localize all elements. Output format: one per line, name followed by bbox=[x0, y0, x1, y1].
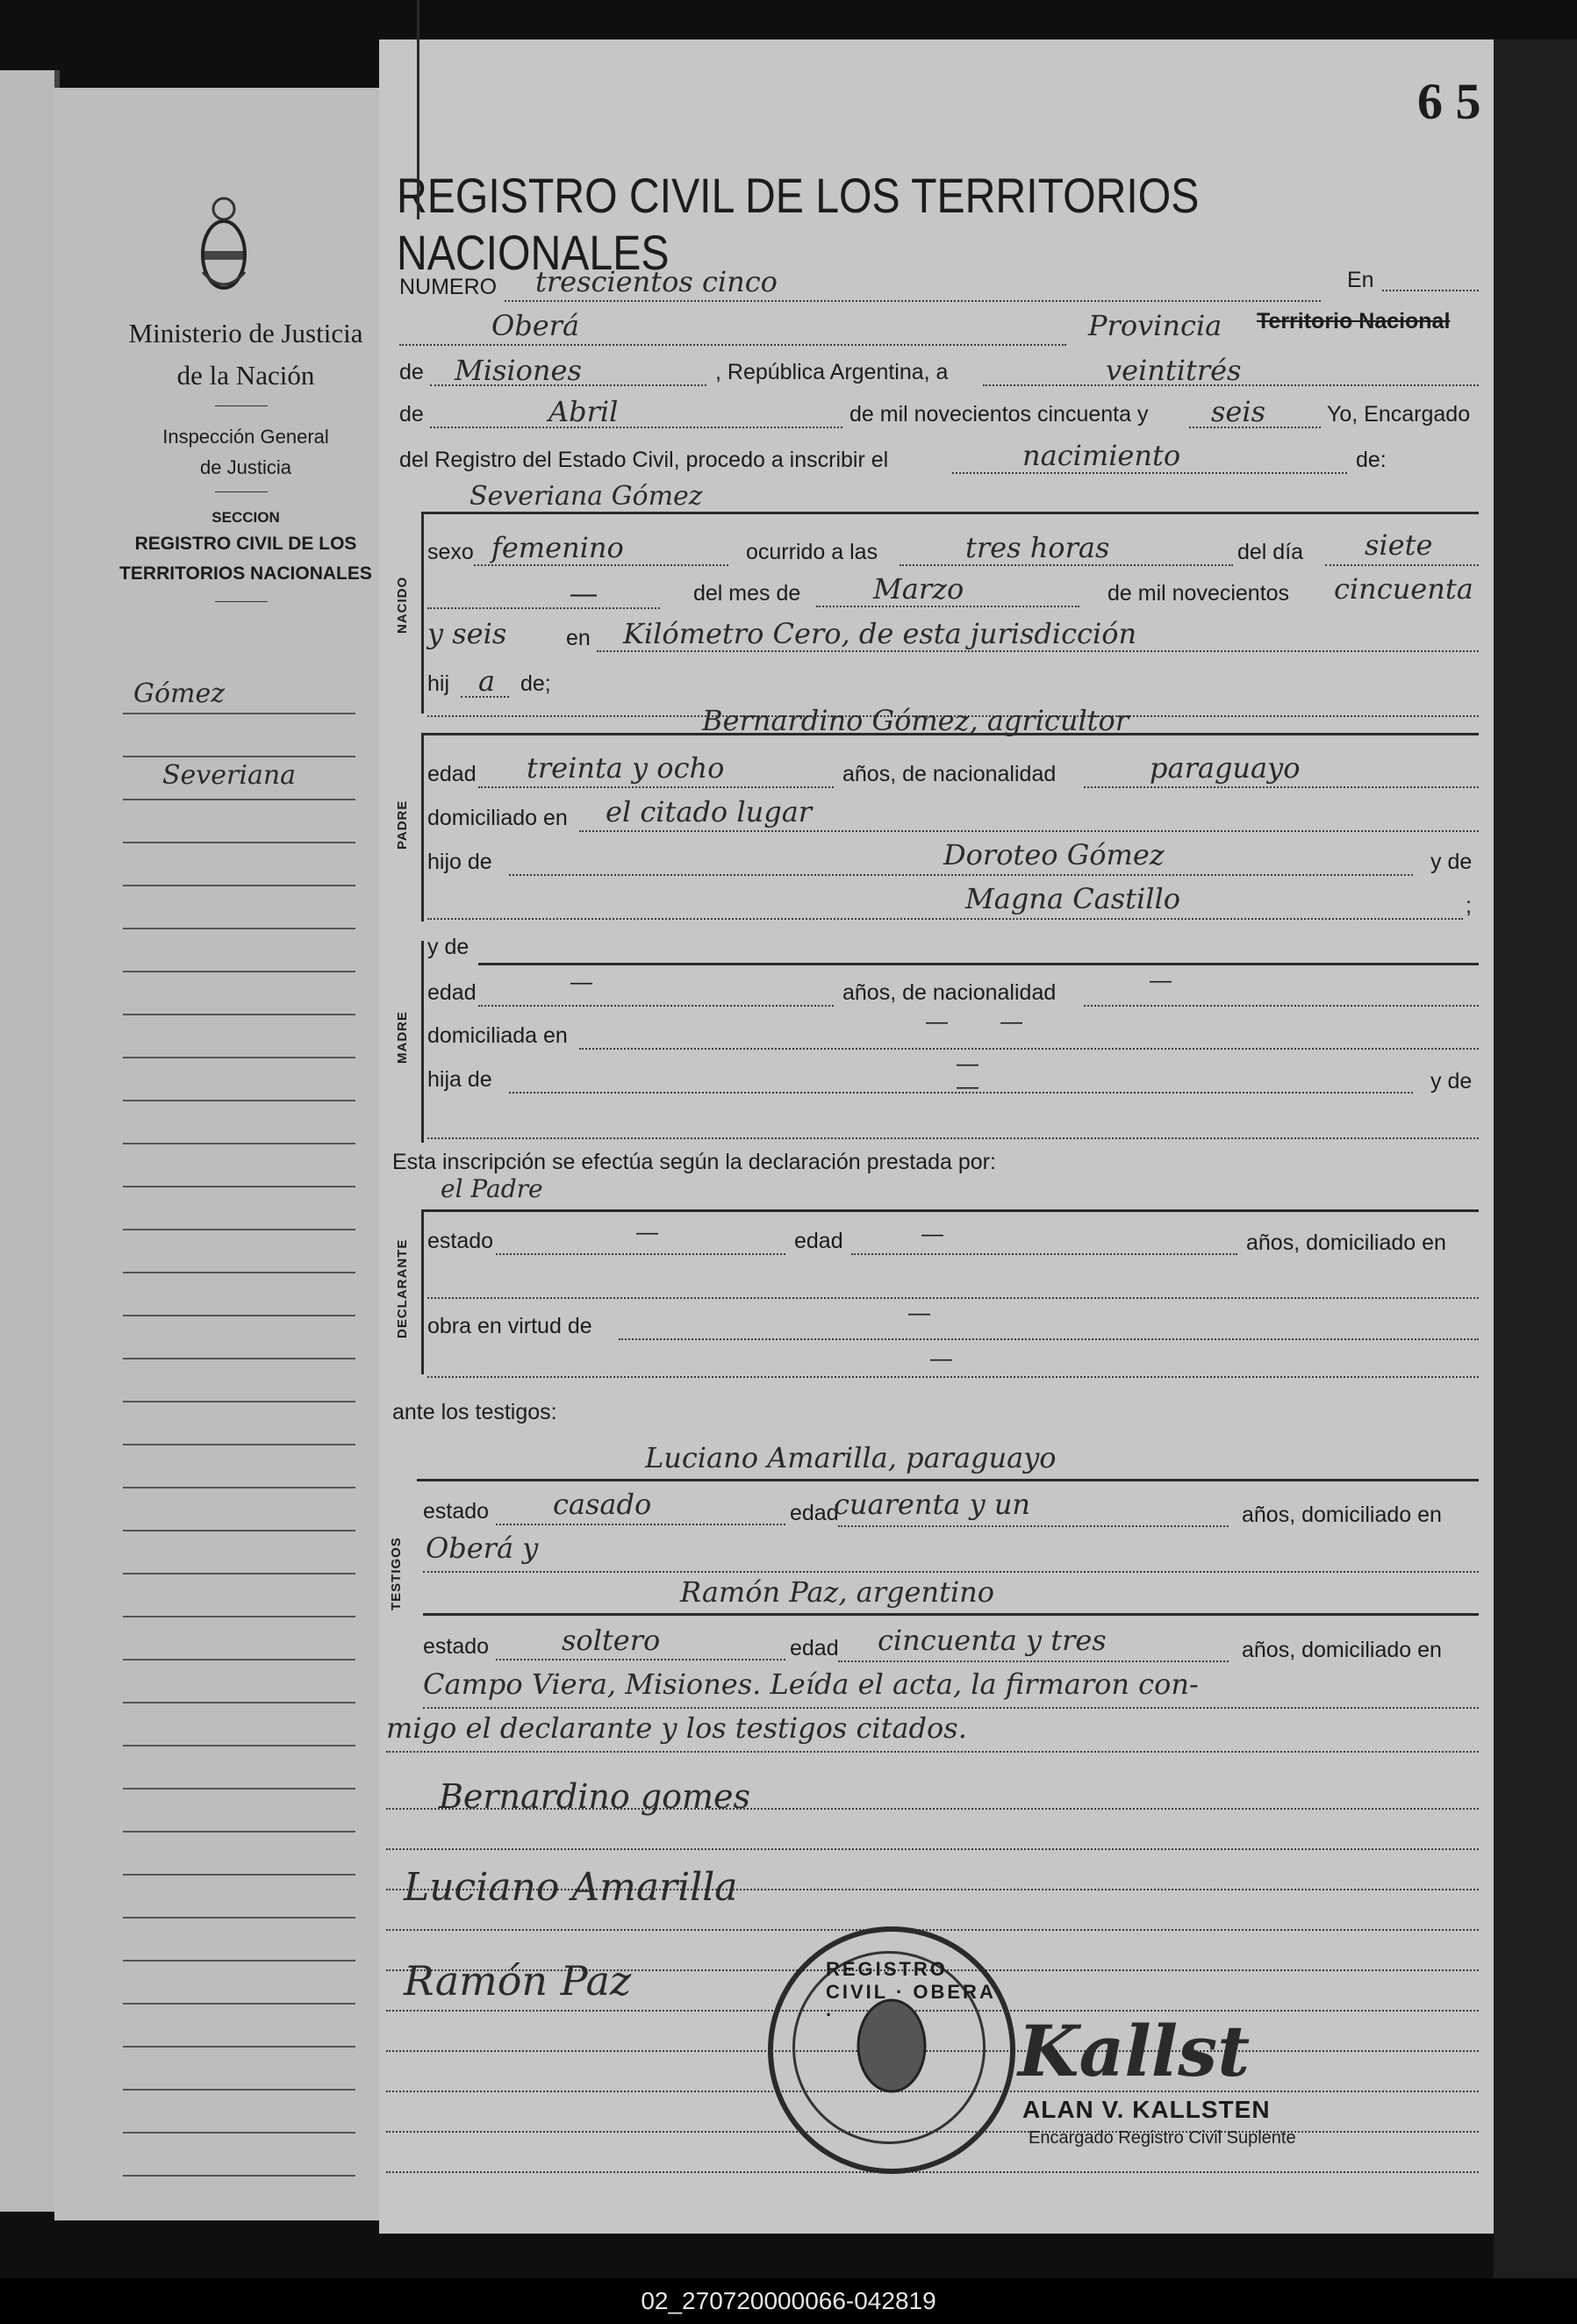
dotted-line bbox=[478, 786, 834, 788]
domicilio-label: domiciliado en bbox=[427, 806, 568, 830]
declarante-intro: Esta inscripción se efectúa según la declaración prestada por: bbox=[392, 1150, 996, 1174]
dash: — bbox=[570, 970, 592, 994]
dotted-line bbox=[1325, 564, 1479, 566]
hij-label: hij bbox=[427, 671, 450, 696]
stub-ruled-line bbox=[123, 1358, 355, 1359]
stub-ruled-line bbox=[123, 1530, 355, 1531]
section-line1: REGISTRO CIVIL DE LOS bbox=[134, 534, 357, 554]
section-bracket bbox=[421, 941, 424, 1143]
nacido-label: NACIDO bbox=[395, 576, 410, 634]
hij-value: a bbox=[478, 664, 496, 698]
declarante-value: el Padre bbox=[441, 1174, 543, 1203]
hija-label: hija de bbox=[427, 1067, 492, 1092]
edad-label: edad bbox=[794, 1229, 843, 1253]
de2-label: de bbox=[399, 402, 424, 427]
page-number: 6 5 bbox=[1417, 73, 1481, 130]
dash: — bbox=[926, 1009, 948, 1034]
stub-ruled-line bbox=[123, 1788, 355, 1790]
month-value: Abril bbox=[548, 395, 619, 428]
nacionalidad-label: años, de nacionalidad bbox=[842, 762, 1057, 786]
dotted-line bbox=[505, 300, 1321, 302]
edad-label: edad bbox=[790, 1636, 839, 1661]
stub-ruled-line bbox=[123, 799, 355, 800]
child-name: Severiana Gómez bbox=[470, 481, 703, 512]
dotted-line bbox=[430, 427, 842, 428]
dotted-line bbox=[1084, 1005, 1479, 1007]
signature-witness2: Ramón Paz bbox=[404, 1957, 632, 2005]
stub-ruled-line bbox=[123, 928, 355, 929]
dotted-line bbox=[474, 564, 728, 566]
domicilio-label: domiciliada en bbox=[427, 1023, 568, 1048]
stub-ruled-line bbox=[123, 1444, 355, 1445]
padre-label: PADRE bbox=[395, 800, 410, 850]
dash: — bbox=[921, 1222, 943, 1246]
witness2-edad: cincuenta y tres bbox=[878, 1624, 1107, 1657]
stub-ruled-line bbox=[123, 1573, 355, 1574]
estado-label: estado bbox=[423, 1634, 490, 1659]
stub-ruled-line bbox=[123, 1143, 355, 1144]
section-bracket bbox=[417, 0, 419, 219]
dotted-line bbox=[496, 1253, 785, 1255]
section-rule bbox=[478, 963, 1479, 965]
stub-ruled-line bbox=[123, 2003, 355, 2005]
father-parent2: Magna Castillo bbox=[965, 882, 1180, 915]
declarante-label: DECLARANTE bbox=[395, 1238, 410, 1338]
registro-label: del Registro del Estado Civil, procedo a inscribir el bbox=[399, 448, 889, 472]
stub-ruled-line bbox=[123, 756, 355, 757]
act-type-value: nacimiento bbox=[1022, 439, 1181, 472]
stub-ruled-line bbox=[123, 842, 355, 843]
birth-place-value: Kilómetro Cero, de esta jurisdicción bbox=[623, 617, 1137, 650]
yde-label: y de bbox=[427, 935, 470, 959]
stub-ruled-line bbox=[123, 2132, 355, 2134]
section-rule bbox=[421, 733, 1479, 735]
dotted-line bbox=[427, 918, 1463, 920]
dash: — bbox=[957, 1051, 978, 1076]
dotted-line bbox=[509, 874, 1413, 876]
nacionalidad-label: años, de nacionalidad bbox=[842, 980, 1057, 1005]
de-label: de; bbox=[520, 671, 551, 696]
stub-ruled-line bbox=[123, 1917, 355, 1919]
estado-label: estado bbox=[427, 1229, 494, 1253]
year-part2: y seis bbox=[427, 617, 507, 650]
dotted-line bbox=[496, 1659, 785, 1661]
sexo-value: femenino bbox=[491, 531, 624, 564]
year-label: de mil novecientos cincuenta y bbox=[849, 402, 1149, 427]
dotted-line bbox=[496, 1524, 785, 1525]
year-value: seis bbox=[1211, 395, 1266, 428]
closing-line: migo el declarante y los testigos citados. bbox=[386, 1711, 967, 1745]
republica-label: , República Argentina, a bbox=[715, 360, 949, 384]
en-label: en bbox=[566, 626, 591, 650]
dotted-line bbox=[619, 1338, 1479, 1340]
stub-divider bbox=[215, 601, 268, 602]
signature-ruled-line bbox=[386, 1929, 1479, 1931]
dash: — bbox=[636, 1220, 658, 1244]
witness1-estado: casado bbox=[553, 1488, 652, 1521]
section-label: SECCION bbox=[211, 509, 280, 526]
edad-label: edad bbox=[427, 980, 477, 1005]
stub-ruled-line bbox=[123, 2046, 355, 2048]
dotted-line bbox=[427, 1137, 1479, 1139]
image-id-footer: 02_270720000066-042819 bbox=[0, 2278, 1577, 2324]
stub-divider bbox=[215, 405, 268, 406]
semicolon: ; bbox=[1466, 893, 1472, 918]
section-rule bbox=[417, 1479, 1479, 1481]
anos-label: años, domiciliado en bbox=[1246, 1230, 1446, 1255]
dotted-line bbox=[1382, 290, 1479, 291]
sexo-label: sexo bbox=[427, 540, 474, 564]
dash: — bbox=[930, 1346, 952, 1371]
dotted-line bbox=[427, 1297, 1479, 1299]
register-stub bbox=[54, 88, 382, 2220]
official-name: ALAN V. KALLSTEN bbox=[1022, 2096, 1271, 2123]
provincia-value: Provincia bbox=[1088, 309, 1222, 342]
del-dia-label: del día bbox=[1237, 540, 1304, 564]
father-parent1: Doroteo Gómez bbox=[943, 838, 1165, 872]
stub-ruled-line bbox=[123, 2089, 355, 2091]
dash: — bbox=[1150, 968, 1172, 993]
territorio-struck: Territorio Nacional bbox=[1257, 309, 1451, 334]
official-seal-icon bbox=[768, 1926, 1015, 2174]
inspection-line1: Inspección General bbox=[162, 426, 329, 448]
stub-ruled-line bbox=[123, 1229, 355, 1230]
anos-label: años, domiciliado en bbox=[1242, 1503, 1442, 1527]
yde-label: y de bbox=[1430, 850, 1473, 874]
ministry-line1: Ministerio de Justicia bbox=[128, 318, 363, 348]
witness1-domicile: Oberá y bbox=[426, 1531, 539, 1565]
ministry-line2: de la Nación bbox=[176, 360, 315, 391]
section-rule bbox=[423, 1613, 1479, 1616]
section-bracket bbox=[421, 733, 424, 922]
estado-label: estado bbox=[423, 1499, 490, 1524]
witness1-name: Luciano Amarilla, paraguayo bbox=[645, 1441, 1057, 1474]
stub-ruled-line bbox=[123, 1487, 355, 1488]
dotted-line bbox=[1084, 786, 1479, 788]
stub-ruled-line bbox=[123, 1616, 355, 1617]
day-value: veintitrés bbox=[1106, 354, 1242, 387]
dotted-line bbox=[579, 830, 1479, 832]
section-bracket bbox=[421, 512, 424, 714]
dotted-line bbox=[478, 1005, 834, 1007]
stub-ruled-line bbox=[123, 1186, 355, 1187]
stub-ruled-line bbox=[123, 1057, 355, 1058]
testigos-intro: ante los testigos: bbox=[392, 1400, 557, 1424]
seal-text: REGISTRO CIVIL · OBERA · bbox=[826, 1958, 996, 2026]
dash: — bbox=[908, 1301, 930, 1325]
mes-value: Marzo bbox=[873, 572, 964, 606]
signature-witness1: Luciano Amarilla bbox=[404, 1865, 738, 1910]
section-rule bbox=[421, 512, 1479, 514]
father-domicile: el citado lugar bbox=[606, 795, 813, 828]
stub-ruled-line bbox=[123, 971, 355, 972]
dia-value: siete bbox=[1365, 528, 1433, 562]
place-value: Oberá bbox=[491, 309, 580, 342]
mil-label: de mil novecientos bbox=[1107, 581, 1290, 606]
edad-label: edad bbox=[427, 762, 477, 786]
anos-label: años, domiciliado en bbox=[1242, 1638, 1442, 1662]
dash: — bbox=[1000, 1009, 1022, 1034]
edad-label: edad bbox=[790, 1501, 839, 1525]
book-edge bbox=[0, 70, 60, 2212]
page-title: REGISTRO CIVIL DE LOS TERRITORIOS NACIONALES bbox=[397, 168, 1200, 280]
stub-ruled-line bbox=[123, 1659, 355, 1661]
witness2-estado: soltero bbox=[562, 1624, 661, 1657]
year-part1: cincuenta bbox=[1334, 572, 1473, 606]
dotted-line bbox=[579, 1048, 1479, 1050]
stub-surname: Gómez bbox=[133, 678, 226, 709]
dotted-line bbox=[427, 607, 660, 609]
section-bracket bbox=[421, 1209, 424, 1374]
ocurrido-label: ocurrido a las bbox=[746, 540, 878, 564]
section-line2: TERRITORIOS NACIONALES bbox=[119, 563, 372, 584]
de-label: de bbox=[399, 360, 424, 384]
dotted-line bbox=[423, 1707, 1479, 1709]
inspection-line2: de Justicia bbox=[200, 456, 291, 478]
stub-ruled-line bbox=[123, 1702, 355, 1704]
dotted-line bbox=[399, 344, 1066, 346]
dotted-line bbox=[427, 1376, 1479, 1378]
mes-label: del mes de bbox=[693, 581, 801, 606]
madre-label: MADRE bbox=[395, 1011, 410, 1064]
de3-label: de: bbox=[1356, 448, 1387, 472]
dotted-line bbox=[423, 1571, 1479, 1573]
stub-ruled-line bbox=[123, 1874, 355, 1876]
hijo-label: hijo de bbox=[427, 850, 492, 874]
father-age: treinta y ocho bbox=[527, 751, 725, 785]
witness2-domicile: Campo Viera, Misiones. Leída el acta, la firmaron con- bbox=[423, 1668, 1199, 1701]
stub-divider bbox=[215, 491, 268, 492]
testigos-label: TESTIGOS bbox=[389, 1537, 404, 1610]
stub-ruled-line bbox=[123, 1831, 355, 1833]
dotted-line bbox=[838, 1661, 1229, 1662]
stub-ruled-line bbox=[123, 713, 355, 714]
signature-ruled-line bbox=[386, 1848, 1479, 1850]
coat-of-arms-icon bbox=[197, 193, 250, 298]
stub-ruled-line bbox=[123, 885, 355, 886]
dotted-line bbox=[851, 1253, 1237, 1255]
numero-value: trescientos cinco bbox=[535, 265, 778, 298]
official-signature: Kallst bbox=[1018, 2010, 1251, 2092]
official-title: Encargado Registro Civil Suplente bbox=[1029, 2128, 1296, 2148]
dotted-line bbox=[386, 1751, 1479, 1753]
witness2-name: Ramón Paz, argentino bbox=[680, 1575, 995, 1609]
page-edge bbox=[1494, 39, 1577, 2286]
dotted-line bbox=[597, 650, 1479, 652]
yde2-label: y de bbox=[1430, 1069, 1473, 1094]
yo-label: Yo, Encargado bbox=[1327, 402, 1471, 427]
dotted-line bbox=[952, 472, 1347, 474]
dotted-line bbox=[900, 564, 1233, 566]
stub-ruled-line bbox=[123, 1272, 355, 1273]
hour-value: tres horas bbox=[965, 531, 1110, 564]
obra-label: obra en virtud de bbox=[427, 1314, 592, 1338]
stub-ruled-line bbox=[123, 1100, 355, 1101]
section-rule bbox=[421, 1209, 1479, 1212]
signature-declarant: Bernardino gomes bbox=[439, 1777, 751, 1816]
stub-ruled-line bbox=[123, 1401, 355, 1402]
dotted-line bbox=[838, 1525, 1229, 1527]
stub-given-name: Severiana bbox=[162, 760, 297, 791]
stub-ruled-line bbox=[123, 1960, 355, 1962]
father-nationality: paraguayo bbox=[1150, 751, 1301, 785]
stub-ruled-line bbox=[123, 2175, 355, 2177]
en-label: En bbox=[1347, 268, 1374, 292]
stub-ruled-line bbox=[123, 1745, 355, 1747]
numero-label: NUMERO bbox=[399, 275, 498, 299]
dash: — bbox=[570, 579, 597, 608]
stub-ruled-line bbox=[123, 1014, 355, 1015]
territory-value: Misiones bbox=[455, 354, 582, 387]
father-name: Bernardino Gómez, agricultor bbox=[702, 704, 1129, 737]
signature-ruled-line bbox=[386, 2171, 1479, 2173]
dash: — bbox=[957, 1074, 978, 1099]
witness1-edad: cuarenta y un bbox=[834, 1488, 1031, 1521]
stub-ruled-line bbox=[123, 1315, 355, 1316]
dotted-line bbox=[816, 606, 1079, 607]
